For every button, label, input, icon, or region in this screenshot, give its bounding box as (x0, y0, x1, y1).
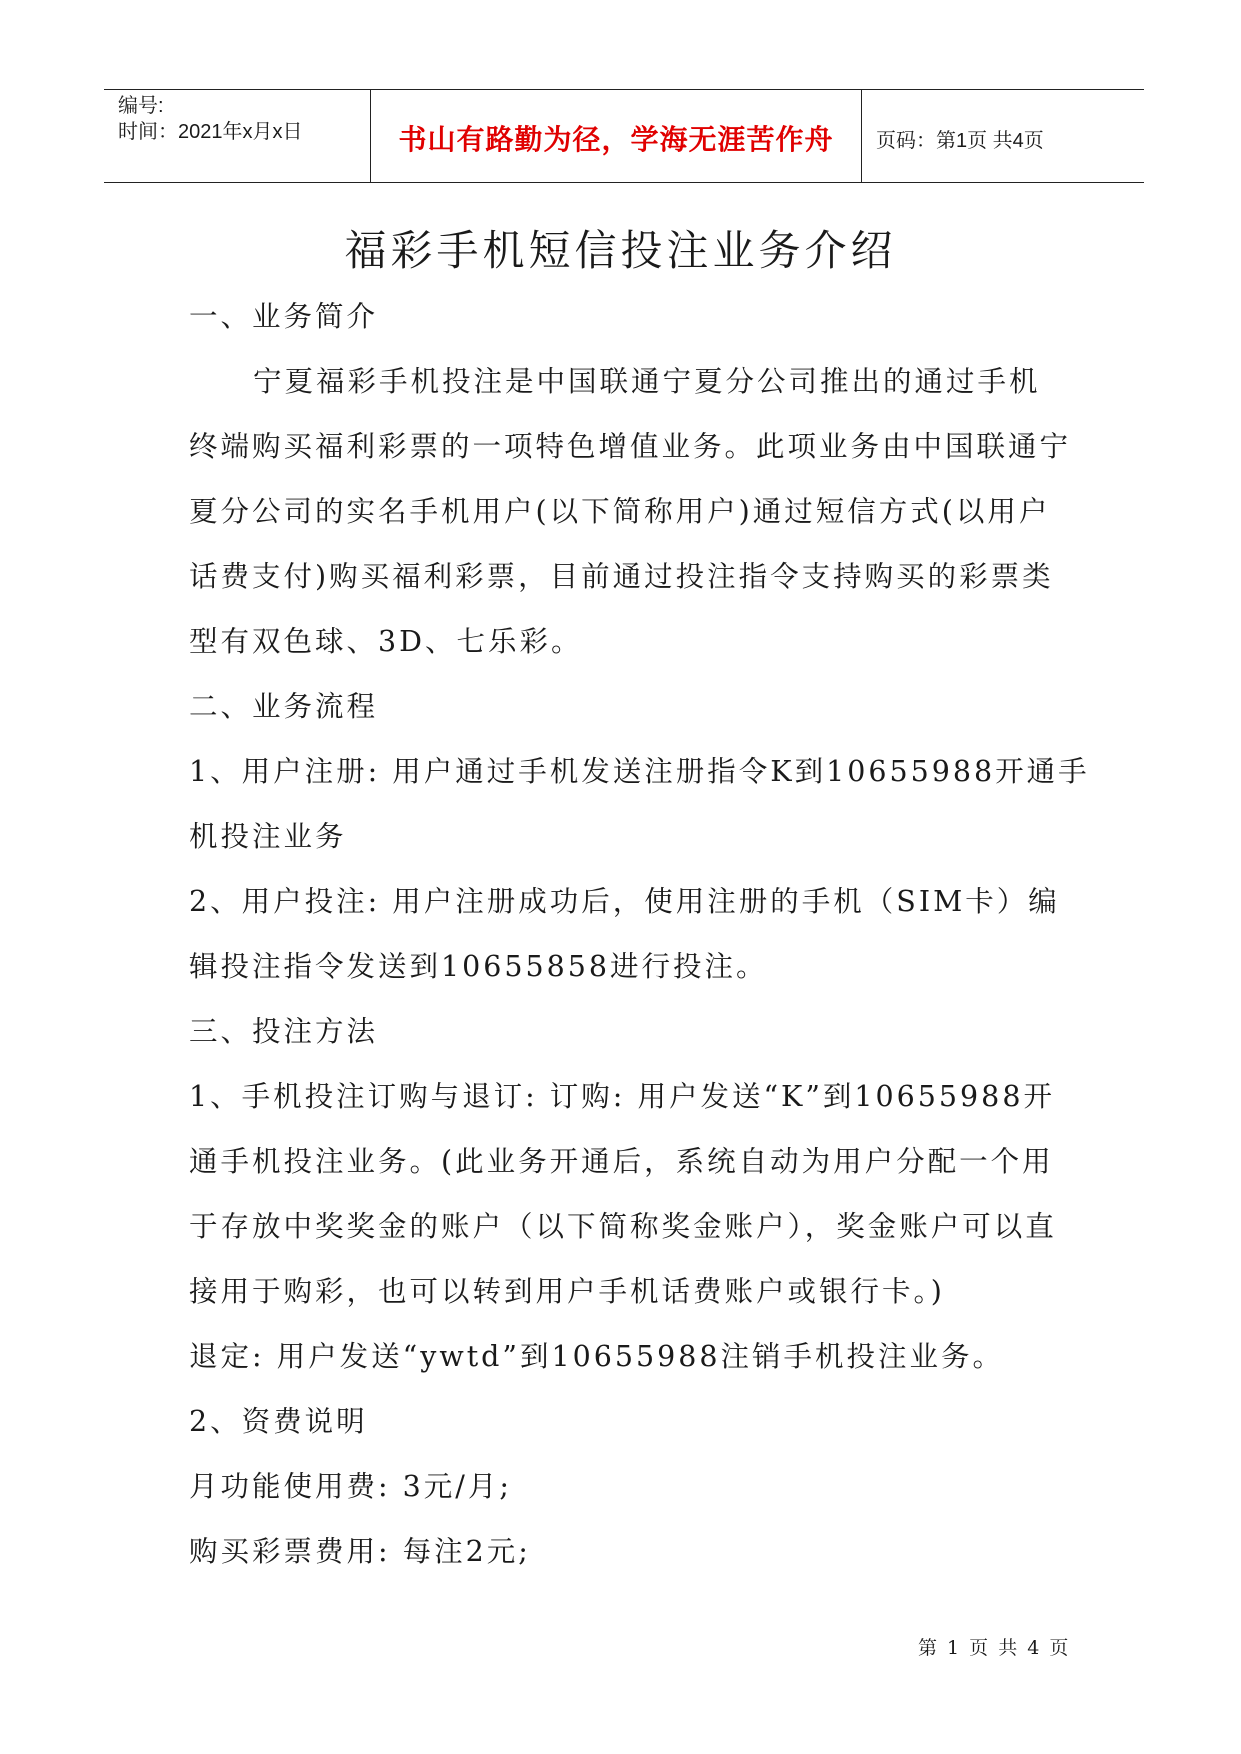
paragraph-line: 通手机投注业务。(此业务开通后，系统自动为用户分配一个用 (189, 1145, 1054, 1178)
section-heading: 一、业务简介 (189, 300, 379, 333)
paragraph-line: 1、用户注册: 用户通过手机发送注册指令K到10655988开通手 (189, 755, 1090, 788)
paragraph-line: 月功能使用费: 3元/月; (189, 1470, 512, 1503)
paragraph-line: 2、资费说明 (189, 1405, 368, 1438)
motto-text: 书山有路勤为径，学海无涯苦作舟 (398, 123, 834, 156)
paragraph-line: 辑投注指令发送到10655858进行投注。 (189, 950, 768, 983)
paragraph-line: 机投注业务 (189, 820, 347, 853)
paragraph-line: 宁夏福彩手机投注是中国联通宁夏分公司推出的通过手机 (253, 365, 1041, 398)
paragraph-line: 接用于购彩，也可以转到用户手机话费账户或银行卡。) (189, 1275, 945, 1308)
paragraph-line: 购买彩票费用: 每注2元; (189, 1535, 531, 1568)
paragraph-line: 退定: 用户发送“ywtd”到10655988注销手机投注业务。 (189, 1340, 1005, 1373)
header-meta-cell (104, 90, 370, 182)
header-table (104, 89, 1144, 183)
footer-page-number: 第 1 页 共 4 页 (918, 1637, 1071, 1659)
section-heading: 二、业务流程 (189, 690, 379, 723)
header-motto-cell (370, 90, 862, 182)
paragraph-line: 话费支付)购买福利彩票，目前通过投注指令支持购买的彩票类 (189, 560, 1054, 593)
document-time-label: 时间：2021年x月x日 (118, 121, 303, 143)
document-body (189, 284, 1090, 1584)
document-number-label: 编号: (118, 95, 164, 117)
paragraph-line: 终端购买福利彩票的一项特色增值业务。此项业务由中国联通宁 (189, 430, 1072, 463)
header-page-cell (862, 90, 1144, 182)
paragraph-line: 1、手机投注订购与退订: 订购: 用户发送“K”到10655988开 (189, 1080, 1055, 1113)
paragraph-line: 于存放中奖奖金的账户（以下简称奖金账户），奖金账户可以直 (189, 1210, 1057, 1243)
document-title: 福彩手机短信投注业务介绍 (344, 226, 897, 275)
paragraph-line: 2、用户投注: 用户注册成功后，使用注册的手机（SIM卡）编 (189, 885, 1060, 918)
header-page-number: 页码：第1页 共4页 (876, 130, 1044, 152)
paragraph-line: 型有双色球、3D、七乐彩。 (189, 625, 583, 658)
paragraph-line: 夏分公司的实名手机用户(以下简称用户)通过短信方式(以用户 (189, 495, 1051, 528)
section-heading: 三、投注方法 (189, 1015, 379, 1048)
